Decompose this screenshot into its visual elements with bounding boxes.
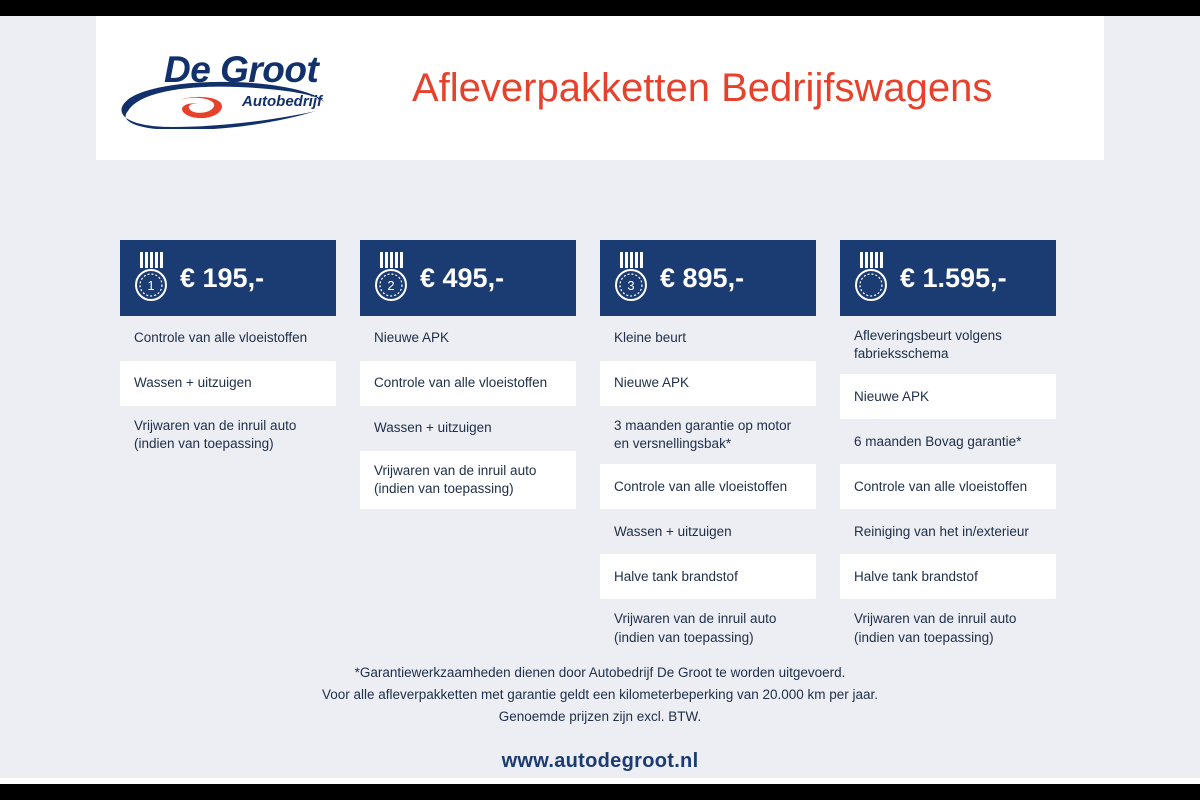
poster-page: [0, 16, 1200, 784]
package-item: Vrijwaren van de inruil auto (indien van toepassing): [600, 599, 816, 657]
package-item: Nieuwe APK: [840, 374, 1056, 419]
package-item: Vrijwaren van de inruil auto (indien van toepassing): [360, 451, 576, 509]
package-card: [600, 240, 816, 658]
package-header: [600, 240, 816, 316]
medal-icon: [374, 252, 408, 304]
package-item: Controle van alle vloeistoffen: [120, 316, 336, 361]
package-price: € 495,-: [420, 262, 505, 293]
package-item: 3 maanden garantie op motor en versnellingsbak*: [600, 406, 816, 464]
website-link[interactable]: www.autodegroot.nl: [501, 749, 699, 772]
package-header: [360, 240, 576, 316]
package-header: [840, 240, 1056, 316]
medal-icon: [614, 252, 648, 304]
package-items: [360, 316, 576, 509]
package-card: [120, 240, 336, 464]
page-title: Afleverpakketten Bedrijfswagens: [412, 65, 993, 110]
medal-number: 1: [147, 278, 155, 293]
package-item: Wassen + uitzuigen: [600, 509, 816, 554]
medal-icon: [134, 252, 168, 304]
package-item: Halve tank brandstof: [840, 554, 1056, 599]
package-item: Halve tank brandstof: [600, 554, 816, 599]
package-item: 6 maanden Bovag garantie*: [840, 419, 1056, 464]
package-price: € 195,-: [180, 262, 265, 293]
medal-number: 2: [387, 278, 395, 293]
poster-footer: [0, 662, 1200, 773]
package-item: Nieuwe APK: [600, 361, 816, 406]
package-list: [120, 240, 1080, 658]
footnote-line-1: *Garantiewerkzaamheden dienen door Autobedrijf De Groot te worden uitgevoerd.: [354, 665, 846, 680]
package-card: [840, 240, 1056, 658]
package-item: Controle van alle vloeistoffen: [840, 464, 1056, 509]
company-logo: [120, 43, 350, 133]
package-item: Vrijwaren van de inruil auto (indien van toepassing): [840, 599, 1056, 657]
package-item: Vrijwaren van de inruil auto (indien van toepassing): [120, 406, 336, 464]
package-item: Kleine beurt: [600, 316, 816, 361]
medal-number: 3: [627, 278, 635, 293]
package-items: [840, 316, 1056, 658]
package-item: Nieuwe APK: [360, 316, 576, 361]
footnote-line-3: Genoemde prijzen zijn excl. BTW.: [498, 708, 702, 724]
medal-icon: [854, 252, 888, 304]
logo-subtitle: Autobedrijf: [242, 93, 322, 110]
logo-name: De Groot: [164, 49, 319, 90]
package-item: Reiniging van het in/exterieur: [840, 509, 1056, 554]
package-item: Controle van alle vloeistoffen: [600, 464, 816, 509]
poster-header: [96, 16, 1104, 160]
footnote-line-2: Voor alle afleverpakketten met garantie geldt een kilometerbeperking van 20.000 km per jaar.: [321, 686, 879, 702]
bottom-band: [0, 778, 1200, 784]
package-price: € 1.595,-: [900, 262, 1007, 293]
package-price: € 895,-: [660, 262, 745, 293]
package-item: Wassen + uitzuigen: [120, 361, 336, 406]
package-header: [120, 240, 336, 316]
package-card: [360, 240, 576, 509]
package-item: Wassen + uitzuigen: [360, 406, 576, 451]
package-item: Afleveringsbeurt volgens fabrieksschema: [840, 316, 1056, 374]
package-items: [600, 316, 816, 658]
package-item: Controle van alle vloeistoffen: [360, 361, 576, 406]
package-items: [120, 316, 336, 464]
